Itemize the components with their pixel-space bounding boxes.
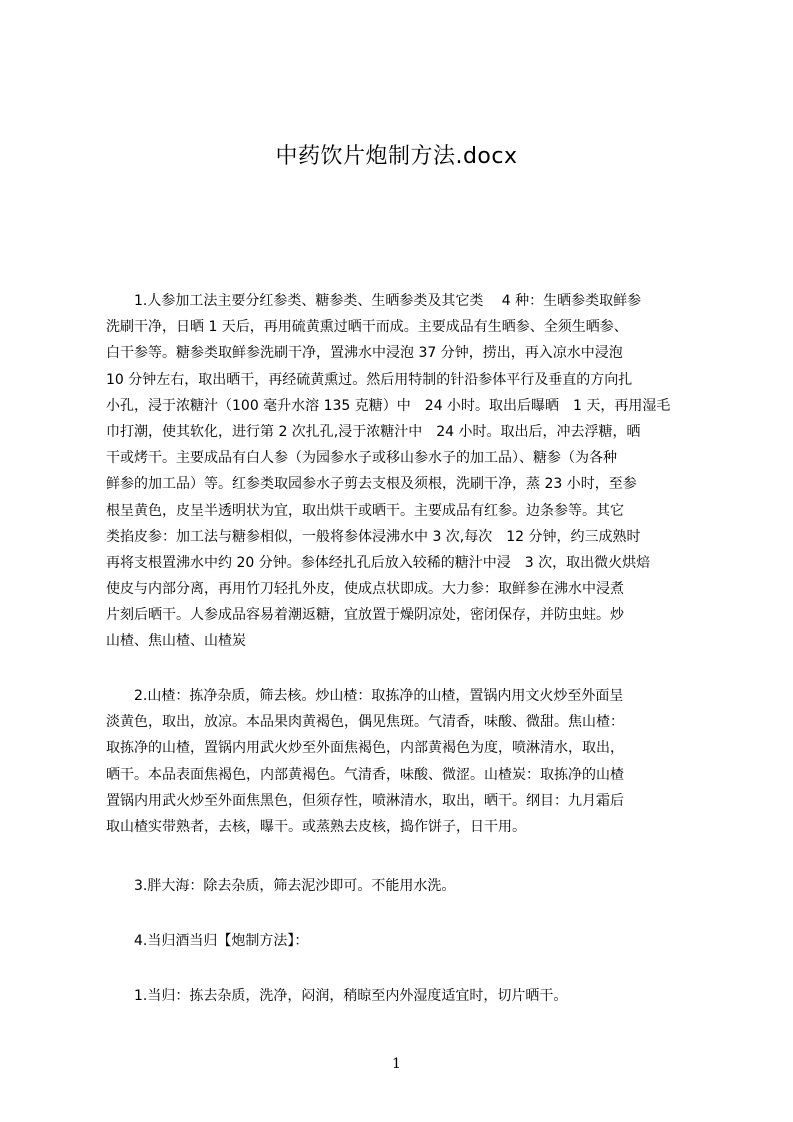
paragraph-angelica-method xyxy=(106,983,697,1009)
text-line: 洗刷干净，日晒 1 天后，再用硫黄熏过晒干而成。主要成品有生晒参、全须生晒参、 xyxy=(106,319,628,336)
paragraph-angelica-heading xyxy=(106,928,697,954)
text-line: 10 分钟左右，取出晒干，再经硫黄熏过。然后用特制的针沿参体平行及垂直的方向扎 xyxy=(106,371,633,388)
text-line: 使皮与内部分离，再用竹刀轻扎外皮，使成点状即成。大力参：取鲜参在沸水中浸煮 xyxy=(106,581,624,598)
text-line: 小孔，浸于浓糖汁（100 毫升水溶 135 克糖）中 24 小时。取出后曝晒 1 天，再用湿毛 xyxy=(106,397,671,414)
text-line: 2.山楂：拣净杂质，筛去核。炒山楂：取拣净的山楂，置锅内用文火炒至外面呈 xyxy=(106,688,624,704)
text-line: 类掐皮参：加工法与糖参相似，一般将参体浸沸水中 3 次,每次 12 分钟，约三成熟时 xyxy=(106,528,641,545)
text-line: 根呈黄色，皮呈半透明状为宜，取出烘干或晒干。主要成品有红参。边条参等。其它 xyxy=(106,502,624,519)
text-line: 淡黄色，取出，放凉。本品果肉黄褐色，偶见焦斑。气清香，味酸、微甜。焦山楂： xyxy=(106,714,624,731)
text-line: 干或烤干。主要成品有白人参（为园参水子或移山参水子的加工品）、糖参（为各种 xyxy=(106,450,617,467)
text-line: 取山楂实带熟者，去核，曝干。或蒸熟去皮核，捣作饼子，日干用。 xyxy=(106,818,526,835)
text-line: 山楂、焦山楂、山楂炭 xyxy=(106,633,246,650)
paragraph-hawthorn xyxy=(106,683,697,840)
text-line: 1.当归：拣去杂质，洗净，闷润，稍晾至内外湿度适宜时，切片晒干。 xyxy=(106,988,568,1004)
text-line: 晒干。本品表面焦褐色，内部黄褐色。气清香，味酸、微涩。山楂炭：取拣净的山楂 xyxy=(106,766,624,783)
text-line: 鲜参的加工品）等。红参类取园参水子剪去支根及须根，洗刷干净，蒸 23 小时，至参 xyxy=(106,476,637,493)
text-line: 巾打潮，使其软化，进行第 2 次扎孔,浸于浓糖汁中 24 小时。取出后，冲去浮糖，晒 xyxy=(106,423,641,440)
paragraph-ginseng xyxy=(106,288,697,655)
text-line: 1.人参加工法主要分红参类、糖参类、生晒参类及其它类 4 种：生晒参类取鲜参 xyxy=(106,293,642,309)
document-title: 中药饮片炮制方法.docx xyxy=(275,144,518,169)
text-line: 4.当归酒当归【炮制方法】： xyxy=(106,933,309,949)
text-line: 3.胖大海：除去杂质，筛去泥沙即可。不能用水洗。 xyxy=(106,878,456,894)
text-line: 置锅内用武火炒至外面焦黑色，但须存性，喷淋清水，取出，晒干。纲目：九月霜后 xyxy=(106,792,624,809)
paragraph-boat-fruited-sterculia xyxy=(106,873,697,899)
text-line: 取拣净的山楂，置锅内用武火炒至外面焦褐色，内部黄褐色为度，喷淋清水，取出， xyxy=(106,740,624,757)
text-line: 白干参等。糖参类取鲜参洗刷干净，置沸水中浸泡 37 分钟，捞出，再入凉水中浸泡 xyxy=(106,345,623,362)
text-line: 片刻后晒干。人参成品容易着潮返糖，宜放置于燥阴凉处，密闭保存，并防虫蛀。炒 xyxy=(106,607,624,624)
page-number: 1 xyxy=(392,1056,401,1072)
text-line: 再将支根置沸水中约 20 分钟。参体经扎孔后放入较稀的糖汁中浸 3 次，取出微火烘焙 xyxy=(106,554,651,571)
